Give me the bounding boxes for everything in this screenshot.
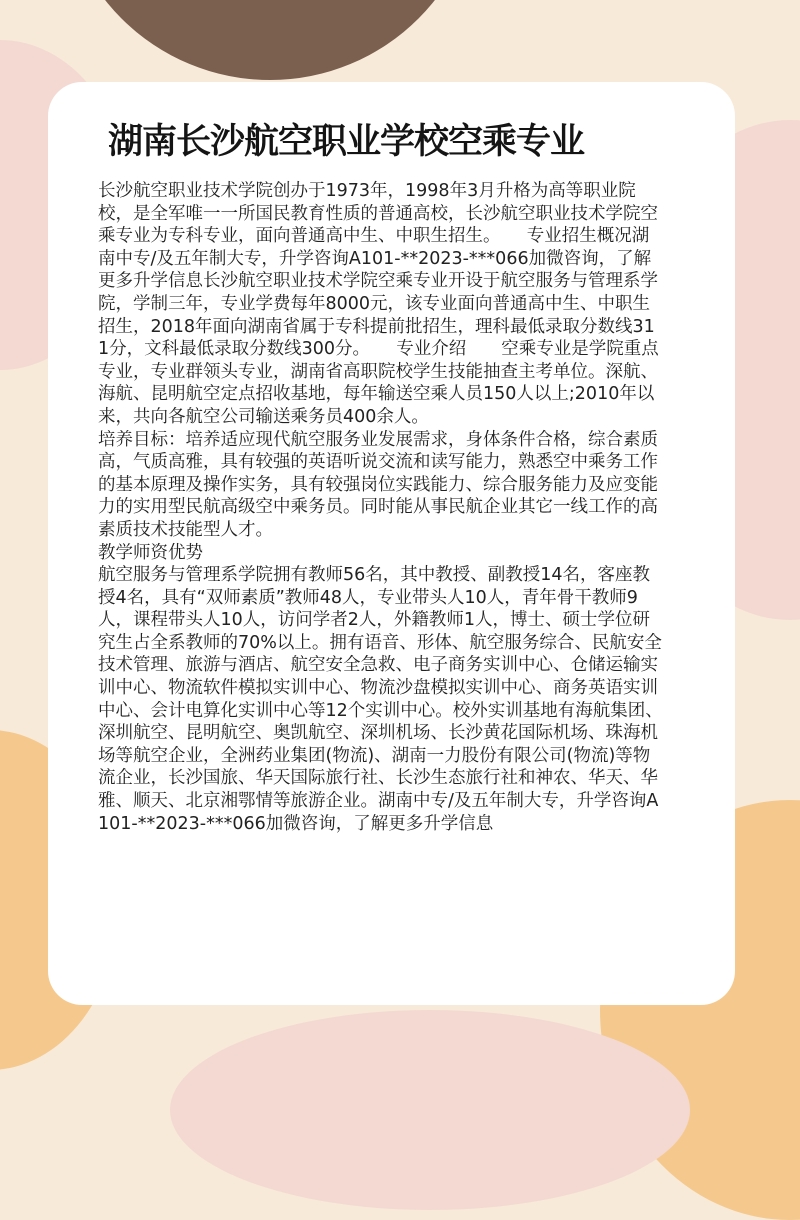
- page-title: 湖南长沙航空职业学校空乘专业: [108, 122, 585, 162]
- background-blob-brown: [60, 0, 480, 80]
- background-blob-pink-bottom: [170, 1010, 690, 1210]
- paragraph-training-goal: 培养目标：培养适应现代航空服务业发展需求，身体条件合格，综合素质高，气质高雅，具有较强的英语听说交流和读写能力，熟悉空中乘务工作的基本原理及操作实务，具有较强岗位实践能力、综合服务能力及应变能力的实用型民航高级空中乘务员。同时能从事民航企业其它一线工作的高素质技术技能型人才。: [98, 429, 658, 540]
- paragraph-faculty: 航空服务与管理系学院拥有教师56名，其中教授、副教授14名，客座教授4名，具有“双师素质”教师48人，专业带头人10人，青年骨干教师9人，课程带头人10人，访问学者2人，外籍教师1人，博士、硕士学位研究生占全系教师的70%以上。拥有语音、形体、航空服务综合、民航安全技术管理、旅游与酒店、航空安全急救、电子商务实训中心、仓储运输实训中心、物流软件模拟实训中心、物流沙盘模拟实训中心、商务英语实训中心、会计电算化实训中心等12个实训中心。校外实训基地有海航集团、深圳航空、昆明航空、奥凯航空、深圳机场、长沙黄花国际机场、珠海机场等航空企业，全洲药业集团(物流)、湖南一力股份有限公司(物流)等物流企业，长沙国旅、华天国际旅行社、长沙生态旅行社和神农、华天、华雅、顺天、北京湘鄂情等旅游企业。湖南中专/及五年制大专，升学咨询A101-**2023-***066加微咨询，了解更多升学信息: [98, 565, 663, 834]
- section-heading-faculty: 教学师资优势: [98, 542, 203, 563]
- body-text: [98, 180, 664, 835]
- paragraph-intro: 长沙航空职业技术学院创办于1973年，1998年3月升格为高等职业院校，是全军唯一一所国民教育性质的普通高校，长沙航空职业技术学院空乘专业为专科专业，面向普通高中生、中职生招生。 专业招生概况湖南中专/及五年制大专，升学咨询A101-**2023-***066加微咨询，了解更多升学信息长沙航空职业技术学院空乘专业开设于航空服务与管理系学院，学制三年，专业学费每年8000元，该专业面向普通高中生、中职生招生，2018年面向湖南省属于专科提前批招生，理科最低录取分数线311分，文科最低录取分数线300分。 专业介绍 空乘专业是学院重点专业，专业群领头专业，湖南省高职院校学生技能抽查主考单位。深航、海航、昆明航空定点招收基地，每年输送空乘人员150人以上;2010年以来，共向各航空公司输送乘务员400余人。: [98, 181, 659, 427]
